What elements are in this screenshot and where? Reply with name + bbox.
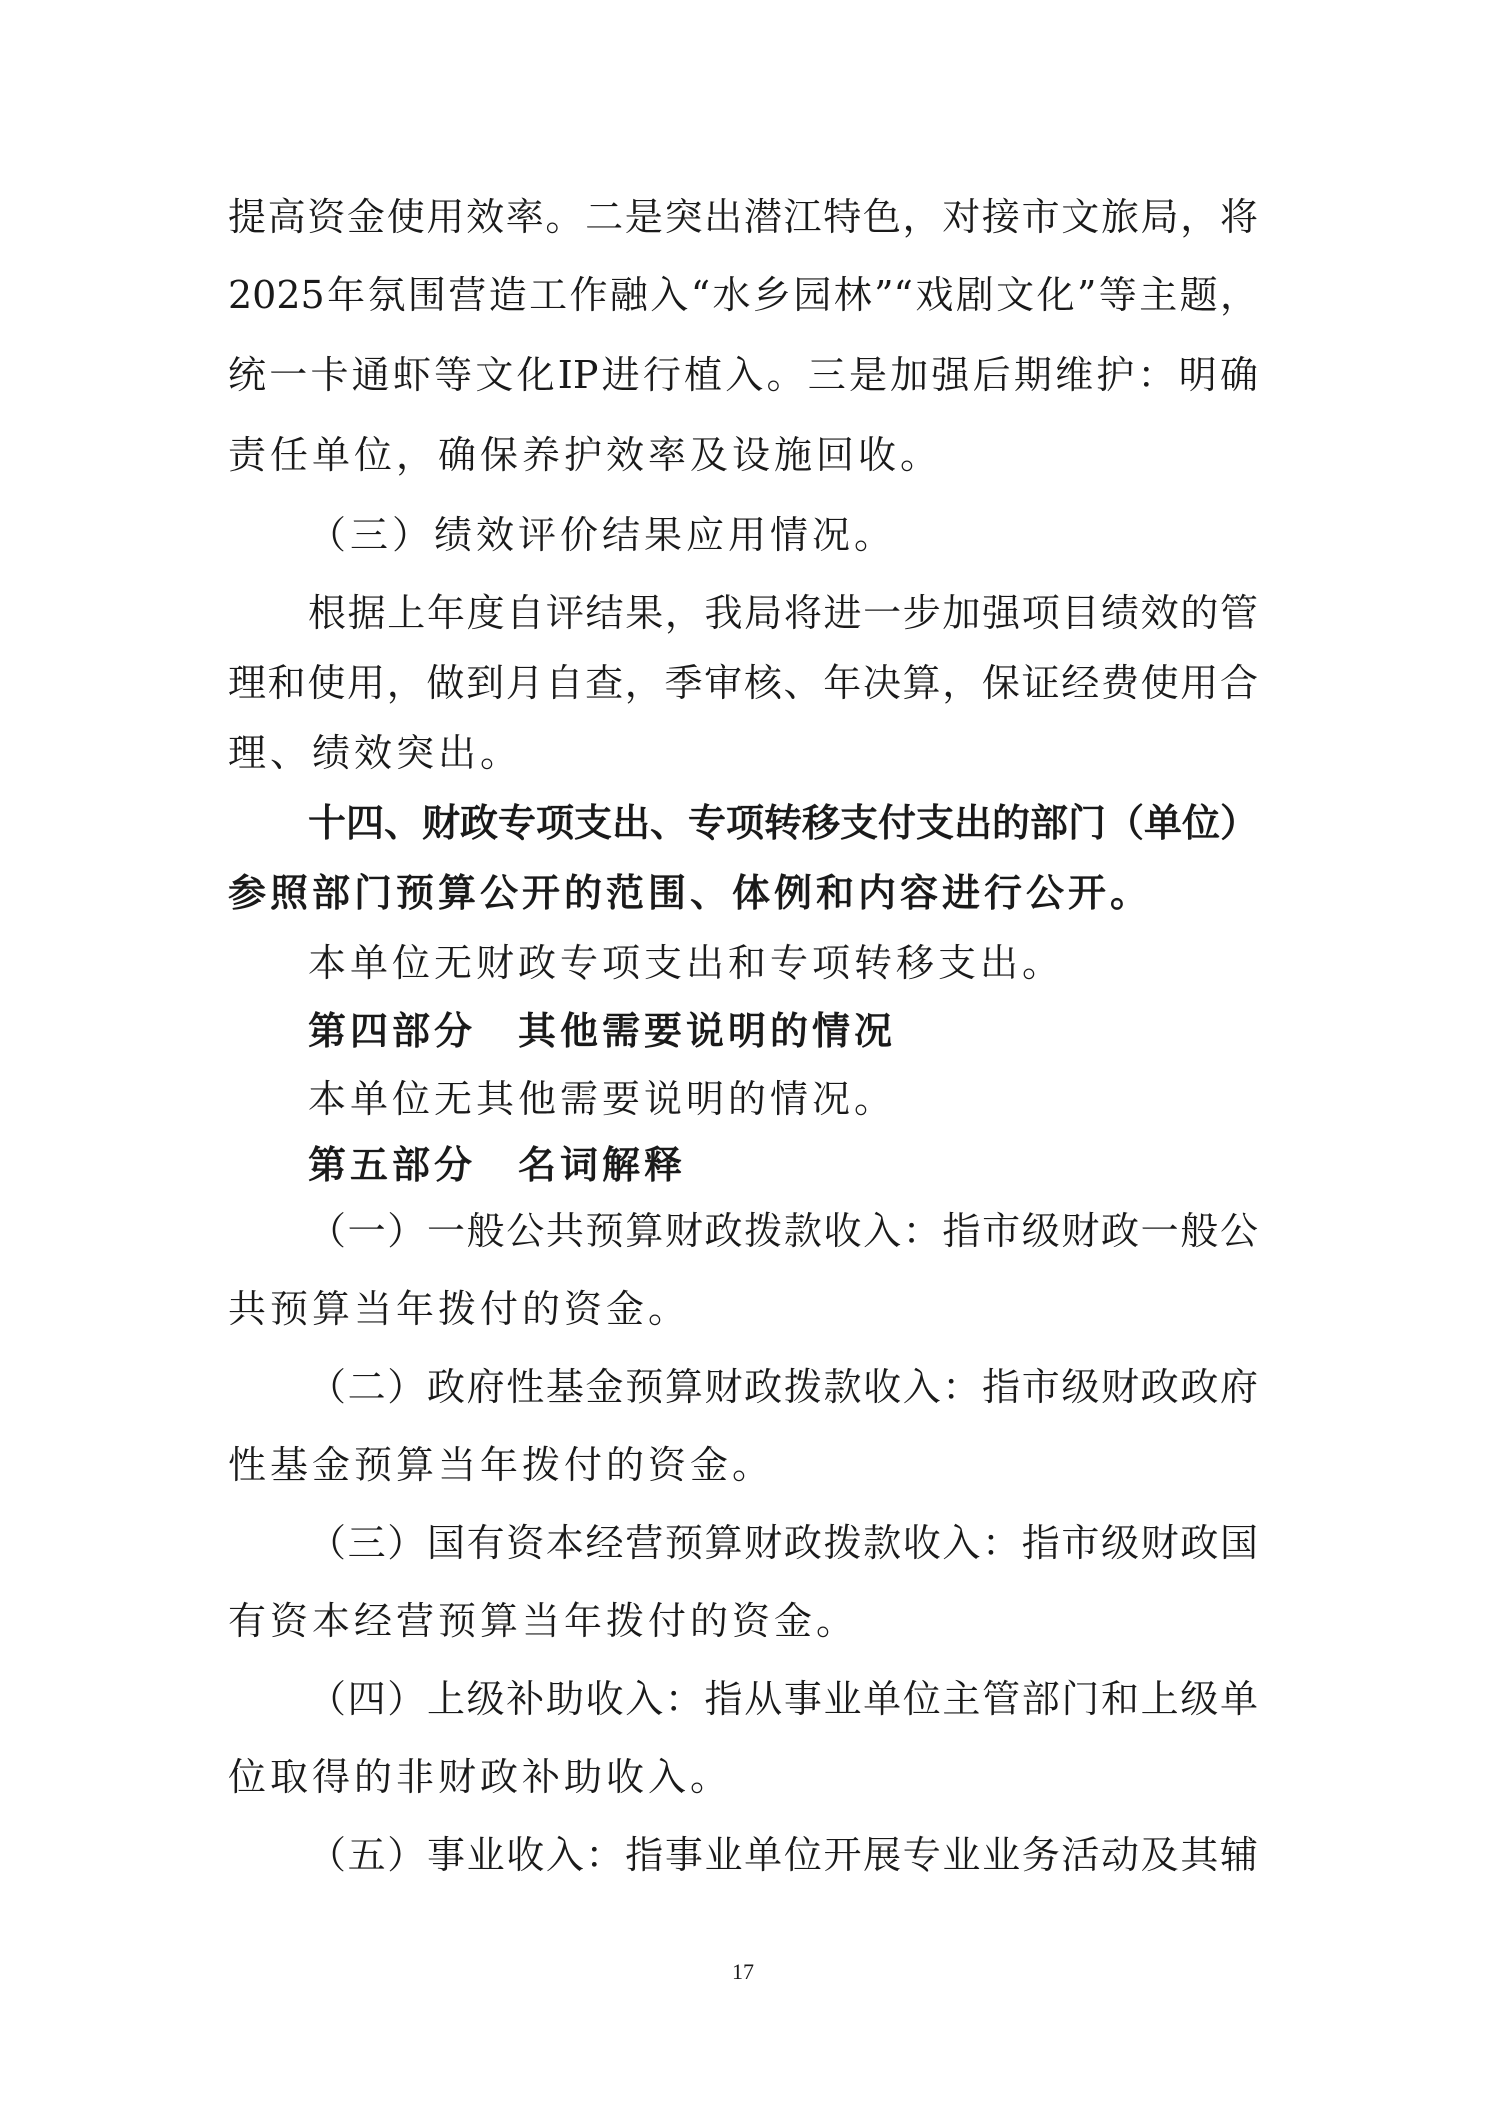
- paragraph-line: 2025年氛围营造工作融入“水乡园林”“戏剧文化”等主题，: [228, 273, 1258, 317]
- definition-line: 位取得的非财政补助收入。: [228, 1755, 733, 1799]
- definition-line: 共预算当年拨付的资金。: [228, 1287, 691, 1331]
- paragraph-line: 本单位无其他需要说明的情况。: [308, 1077, 897, 1121]
- paragraph-line: 提高资金使用效率。二是突出潜江特色，对接市文旅局，将: [228, 195, 1258, 239]
- paragraph-line: 责任单位，确保养护效率及设施回收。: [228, 433, 943, 477]
- bold-heading-line: 十四、财政专项支出、专项转移支付支出的部门（单位）: [308, 801, 1259, 845]
- definition-line: 性基金预算当年拨付的资金。: [228, 1443, 775, 1487]
- definition-line: 有资本经营预算当年拨付的资金。: [228, 1599, 859, 1643]
- paragraph-line: 本单位无财政专项支出和专项转移支出。: [308, 941, 1065, 985]
- page-number: 17: [732, 1959, 754, 1984]
- part-heading: 第五部分 名词解释: [308, 1143, 687, 1187]
- paragraph-line: 理和使用，做到月自查，季审核、年决算，保证经费使用合: [228, 661, 1258, 705]
- paragraph-line: 理、绩效突出。: [228, 731, 523, 775]
- definition-line: （四）上级补助收入：指从事业单位主管部门和上级单: [308, 1677, 1258, 1721]
- definition-line: （三）国有资本经营预算财政拨款收入：指市级财政国: [308, 1521, 1258, 1565]
- definition-line: （二）政府性基金预算财政拨款收入：指市级财政政府: [308, 1365, 1258, 1409]
- section-heading: （三）绩效评价结果应用情况。: [308, 513, 897, 557]
- paragraph-line: 根据上年度自评结果，我局将进一步加强项目绩效的管: [308, 591, 1258, 635]
- bold-heading-line: 参照部门预算公开的范围、体例和内容进行公开。: [228, 871, 1153, 915]
- definition-line: （五）事业收入：指事业单位开展专业业务活动及其辅: [308, 1833, 1258, 1877]
- definition-line: （一）一般公共预算财政拨款收入：指市级财政一般公: [308, 1209, 1258, 1253]
- paragraph-line: 统一卡通虾等文化IP进行植入。三是加强后期维护：明确: [228, 353, 1258, 397]
- part-heading: 第四部分 其他需要说明的情况: [308, 1009, 897, 1053]
